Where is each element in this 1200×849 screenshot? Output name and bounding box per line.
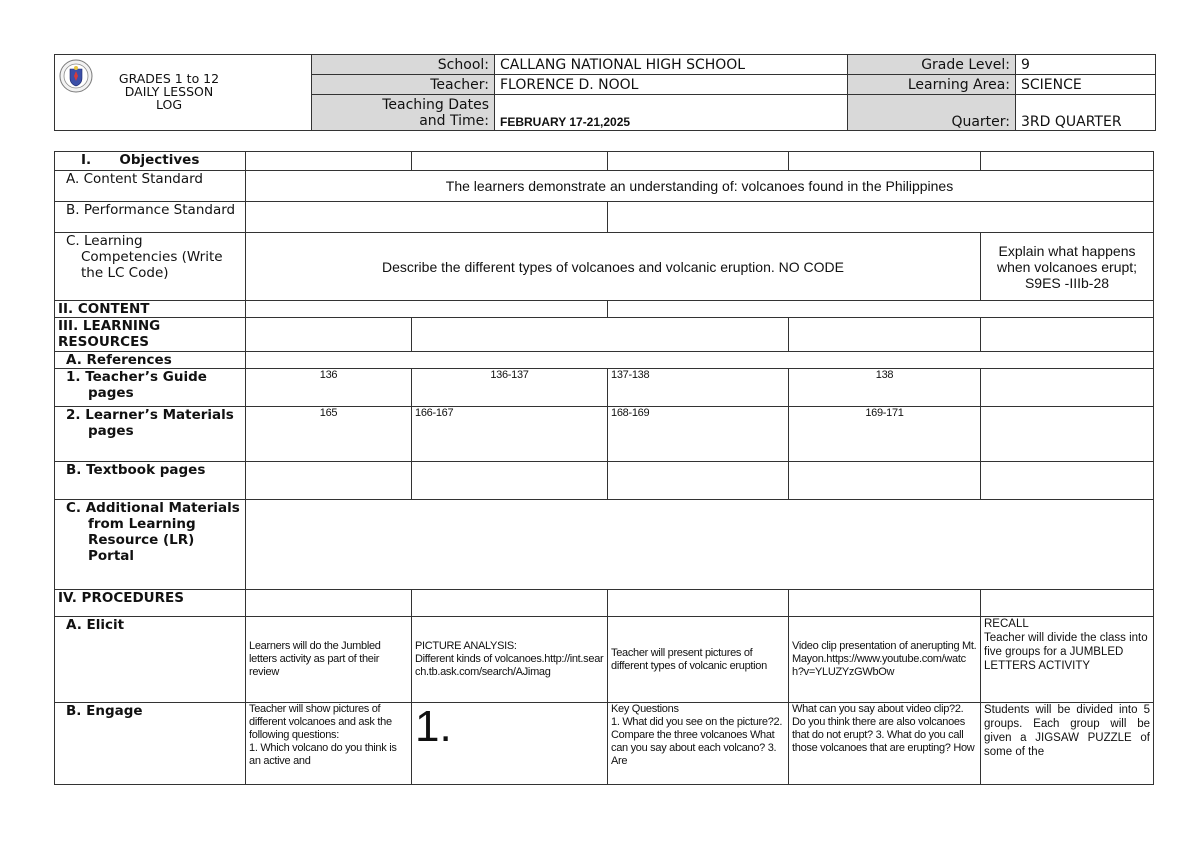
teacher-label: Teacher: (312, 75, 495, 95)
table-row (55, 407, 1154, 462)
table-row (55, 301, 1154, 318)
content-label: II. CONTENT (55, 301, 246, 318)
engage-label: B. Engage (55, 703, 246, 785)
table-row (55, 617, 1154, 703)
table-row (55, 152, 1154, 171)
school-label: School: (312, 55, 495, 75)
learning-competencies-label: C. Learning Competencies (Write the LC Code) (55, 233, 246, 301)
table-cell: Key Questions 1. What did you see on the picture?2. Compare the three volcanoes What can you say about each volcano? 3. Are (608, 703, 789, 785)
school-value: CALLANG NATIONAL HIGH SCHOOL (495, 55, 848, 75)
table-row (55, 369, 1154, 407)
table-cell: 136-137 (412, 369, 608, 407)
grade-level-label: Grade Level: (848, 55, 1016, 75)
table-row (55, 590, 1154, 617)
dates-label: Teaching Dates and Time: (312, 95, 495, 131)
procedures-label: IV. PROCEDURES (55, 590, 246, 617)
quarter-value: 3RD QUARTER (1016, 95, 1156, 131)
table-row (55, 462, 1154, 500)
table-row (55, 318, 1154, 352)
table-cell: 138 (789, 369, 981, 407)
table-row (55, 202, 1154, 233)
table-cell: Learners will do the Jumbled letters activity as part of their review (246, 617, 412, 703)
content-standard-label: A. Content Standard (55, 171, 246, 202)
objectives-label: I. Objectives (55, 152, 246, 171)
table-cell: Video clip presentation of anerupting Mt. Mayon.https://www.youtube.com/watch?v=YLUZYzGWbOw (789, 617, 981, 703)
table-cell: RECALL Teacher will divide the class into five groups for a JUMBLED LETTERS ACTIVITY (981, 617, 1154, 703)
learning-competencies-value-2: Explain what happens when volcanoes erupt; S9ES -IIIb-28 (981, 233, 1154, 301)
table-cell: Teacher will present pictures of different types of volcanic eruption (608, 617, 789, 703)
log-title: GRADES 1 to 12 DAILY LESSON LOG (118, 71, 220, 112)
table-cell: Students will be divided into 5 groups. Each group will be given a JIGSAW PUZZLE of some of the (981, 703, 1154, 785)
table-cell: 165 (246, 407, 412, 462)
table-row (55, 703, 1154, 785)
table-cell: PICTURE ANALYSIS: Different kinds of volcanoes.http://int.search.tb.ask.com/search/AJimag (412, 617, 608, 703)
table-cell: 136 (246, 369, 412, 407)
lesson-log-table (54, 151, 1154, 785)
header-table (54, 54, 1156, 131)
dates-value: FEBRUARY 17-21,2025 (495, 95, 848, 131)
references-label: A. References (55, 352, 246, 369)
textbook-label: B. Textbook pages (55, 462, 246, 500)
table-cell: 166-167 (412, 407, 608, 462)
table-cell: What can you say about video clip?2. Do you think there are also volcanoes that do not erupt? 3. What do you call those volcanoes that are erupting? How (789, 703, 981, 785)
table-cell: 1. (412, 703, 608, 785)
learners-materials-label: 2. Learner’s Materials pages (55, 407, 246, 462)
learning-area-label: Learning Area: (848, 75, 1016, 95)
quarter-label: Quarter: (848, 95, 1016, 131)
teachers-guide-label: 1. Teacher’s Guide pages (55, 369, 246, 407)
learning-area-value: SCIENCE (1016, 75, 1156, 95)
performance-standard-label: B. Performance Standard (55, 202, 246, 233)
logo-title-cell (55, 55, 312, 131)
table-row (55, 171, 1154, 202)
table-row (55, 352, 1154, 369)
table-row (55, 500, 1154, 590)
teacher-value: FLORENCE D. NOOL (495, 75, 848, 95)
grade-level-value: 9 (1016, 55, 1156, 75)
table-cell: 137-138 (608, 369, 789, 407)
learning-resources-label: III. LEARNING RESOURCES (55, 318, 246, 352)
table-cell: 168-169 (608, 407, 789, 462)
table-cell: 169-171 (789, 407, 981, 462)
deped-seal-icon (59, 59, 93, 93)
learning-competencies-value: Describe the different types of volcanoes and volcanic eruption. NO CODE (246, 233, 981, 301)
additional-materials-label: C. Additional Materials from Learning Resource (LR) Portal (55, 500, 246, 590)
table-row (55, 233, 1154, 301)
content-standard-value: The learners demonstrate an understanding of: volcanoes found in the Philippines (246, 171, 1154, 202)
table-cell: Teacher will show pictures of different volcanoes and ask the following questions: 1. Which volcano do you think is an active and (246, 703, 412, 785)
elicit-label: A. Elicit (55, 617, 246, 703)
